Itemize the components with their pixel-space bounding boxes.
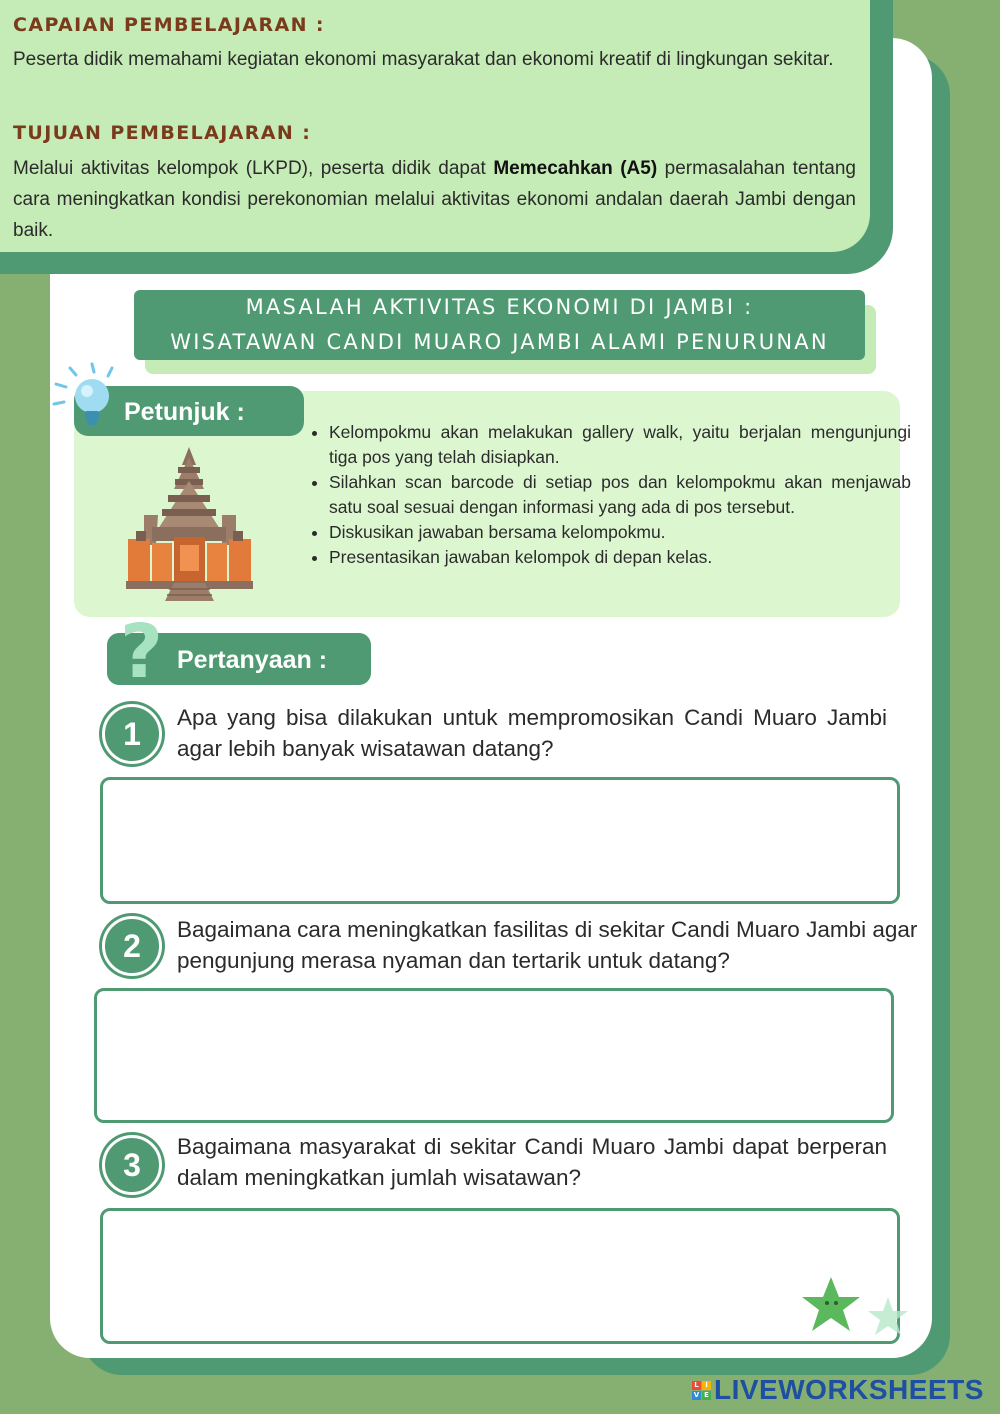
question-1-text: Apa yang bisa dilakukan untuk mempromosikan Candi Muaro Jambi agar lebih banyak wisatawan datang? bbox=[177, 705, 887, 761]
petunjuk-item: • Silahkan scan barcode di setiap pos dan kelompokmu akan menjawab satu soal sesuai dengan informasi yang ada di pos tersebut. bbox=[329, 470, 911, 520]
capaian-heading: CAPAIAN PEMBELAJARAN : bbox=[13, 14, 325, 36]
question-number-3: 3 bbox=[102, 1135, 162, 1195]
petunjuk-item: • Diskusikan jawaban bersama kelompokmu. bbox=[329, 520, 911, 545]
petunjuk-list bbox=[305, 420, 911, 570]
question-number-2: 2 bbox=[102, 916, 162, 976]
title-line-2: WISATAWAN CANDI MUARO JAMBI ALAMI PENURUNAN bbox=[170, 330, 829, 354]
lightbulb-icon bbox=[52, 360, 128, 438]
logo-letter: I bbox=[702, 1381, 711, 1390]
tujuan-text bbox=[13, 153, 856, 246]
question-number-1: 1 bbox=[102, 704, 162, 764]
liveworksheets-logo-text: LIVEWORKSHEETS bbox=[714, 1374, 984, 1405]
logo-letter: L bbox=[692, 1381, 701, 1390]
question-3-text: Bagaimana masyarakat di sekitar Candi Muaro Jambi dapat berperan dalam meningkatkan jumlah wisatawan? bbox=[177, 1134, 887, 1190]
pertanyaan-label: Pertanyaan : bbox=[177, 646, 328, 674]
tujuan-text-end: permasalahan tentang cara meningkatkan kondisi perekonomian melalui aktivitas ekonomi andalan daerah Jambi dengan baik. bbox=[13, 158, 856, 241]
liveworksheets-logo[interactable] bbox=[692, 1372, 984, 1408]
petunjuk-item: • Presentasikan jawaban kelompok di depan kelas. bbox=[329, 545, 911, 570]
stars-decoration-icon bbox=[793, 1275, 918, 1354]
question-mark-icon: ? bbox=[120, 609, 163, 695]
petunjuk-item: • Kelompokmu akan melakukan gallery walk, yaitu berjalan mengunjungi tiga pos yang telah disiapkan. bbox=[329, 420, 911, 470]
capaian-text: Peserta didik memahami kegiatan ekonomi masyarakat dan ekonomi kreatif di lingkungan sekitar. bbox=[13, 49, 834, 70]
liveworksheets-logo-icon bbox=[692, 1381, 711, 1400]
tujuan-text-start: Melalui aktivitas kelompok (LKPD), peserta didik dapat bbox=[13, 158, 494, 179]
tujuan-text-bold: Memecahkan (A5) bbox=[493, 158, 658, 179]
temple-illustration bbox=[122, 445, 257, 607]
logo-letter: E bbox=[702, 1391, 711, 1400]
title-banner bbox=[134, 290, 865, 360]
answer-1-input[interactable] bbox=[100, 777, 900, 904]
answer-2-input[interactable] bbox=[94, 988, 894, 1123]
objectives-panel bbox=[0, 0, 870, 252]
tujuan-heading: TUJUAN PEMBELAJARAN : bbox=[13, 122, 312, 144]
answer-3-input[interactable] bbox=[100, 1208, 900, 1344]
question-2-text: Bagaimana cara meningkatkan fasilitas di sekitar Candi Muaro Jambi agar pengunjung merasa nyaman dan tertarik untuk datang? bbox=[177, 917, 918, 973]
logo-letter: V bbox=[693, 1390, 700, 1399]
petunjuk-label: Petunjuk : bbox=[124, 398, 245, 426]
title-line-1: MASALAH AKTIVITAS EKONOMI DI JAMBI : bbox=[245, 295, 754, 319]
